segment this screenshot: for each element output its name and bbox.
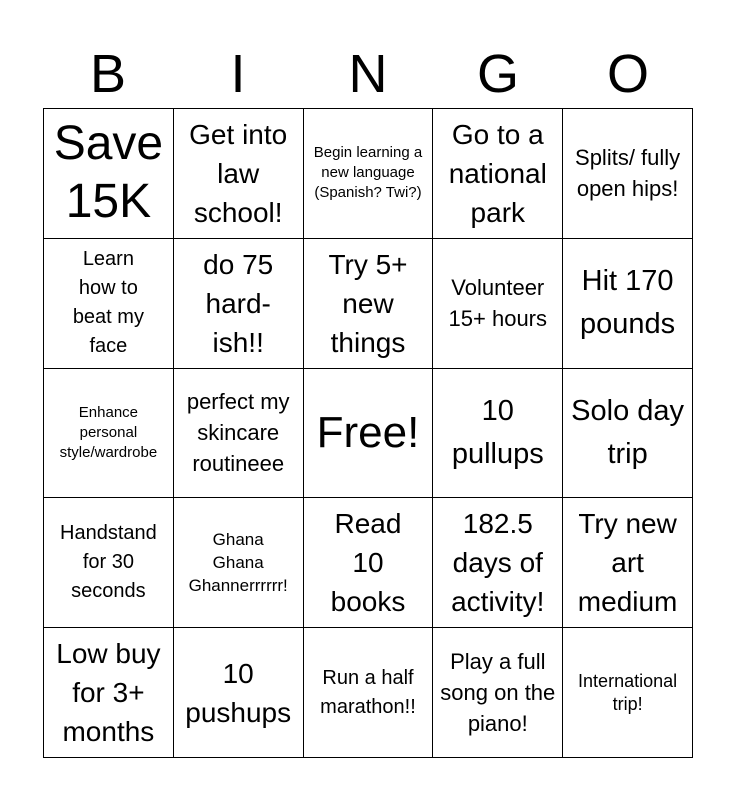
header-letter-o: O [606,44,649,104]
bingo-cell[interactable] [174,109,304,239]
bingo-cell[interactable] [563,498,693,628]
bingo-cell[interactable] [433,369,563,499]
bingo-cell[interactable] [433,109,563,239]
header-letter-g: G [476,44,519,104]
bingo-cell[interactable] [44,369,174,499]
bingo-cell[interactable] [563,628,693,758]
bingo-cell[interactable] [433,239,563,369]
bingo-cell[interactable] [433,498,563,628]
cell-text: Run a half marathon!! [320,666,416,718]
bingo-cell[interactable] [563,239,693,369]
cell-text: Save 15K [53,117,164,229]
cell-text: Low buy for 3+ months [56,638,161,748]
bingo-cell[interactable] [304,239,434,369]
bingo-cell[interactable] [304,109,434,239]
cell-text: Enhance personal style/wardrobe [59,403,158,461]
bingo-cell[interactable] [563,109,693,239]
cell-text: Volunteer 15+ hours [448,275,548,332]
bingo-cell[interactable] [174,369,304,499]
bingo-header [43,44,693,104]
cell-text: Handstand for 30 seconds [60,522,157,603]
header-letter-b: B [89,44,127,104]
cell-text: Solo day trip [571,394,685,470]
cell-text: Free! [316,407,420,457]
bingo-grid [43,108,693,758]
cell-text: 182.5 days of activity! [451,508,545,618]
cell-text: Learn how to beat my face [72,248,144,358]
bingo-cell[interactable] [174,498,304,628]
cell-text: Ghana Ghana Ghannerrrrrr! [188,530,288,596]
cell-text: Go to a national park [448,118,547,228]
bingo-cell[interactable] [174,239,304,369]
cell-text: Play a full song on the piano! [440,649,556,737]
bingo-cell[interactable] [304,498,434,628]
bingo-cell[interactable] [44,239,174,369]
cell-text: Get into law school! [189,118,288,228]
bingo-cell[interactable] [304,369,434,499]
bingo-cell[interactable] [174,628,304,758]
cell-text: Try 5+ new things [328,248,408,358]
cell-text: 10 pushups [185,657,292,728]
header-letter-n: N [348,44,388,104]
cell-text: Read 10 books [330,508,406,618]
cell-text: Begin learning a new language (Spanish? Twi?) [313,144,423,202]
bingo-cell[interactable] [44,498,174,628]
bingo-cell[interactable] [304,628,434,758]
bingo-cell[interactable] [44,109,174,239]
cell-text: Hit 170 pounds [580,265,676,341]
bingo-cell[interactable] [44,628,174,758]
cell-text: perfect my skincare routineee [186,389,290,477]
cell-text: Splits/ fully open hips! [575,145,681,202]
cell-text: Try new art medium [577,508,678,618]
header-letter-i: I [230,44,246,104]
bingo-cell[interactable] [433,628,563,758]
cell-text: International trip! [578,670,678,714]
cell-text: 10 pullups [451,394,544,470]
bingo-cell[interactable] [563,369,693,499]
cell-text: do 75 hard-ish!! [203,248,274,358]
